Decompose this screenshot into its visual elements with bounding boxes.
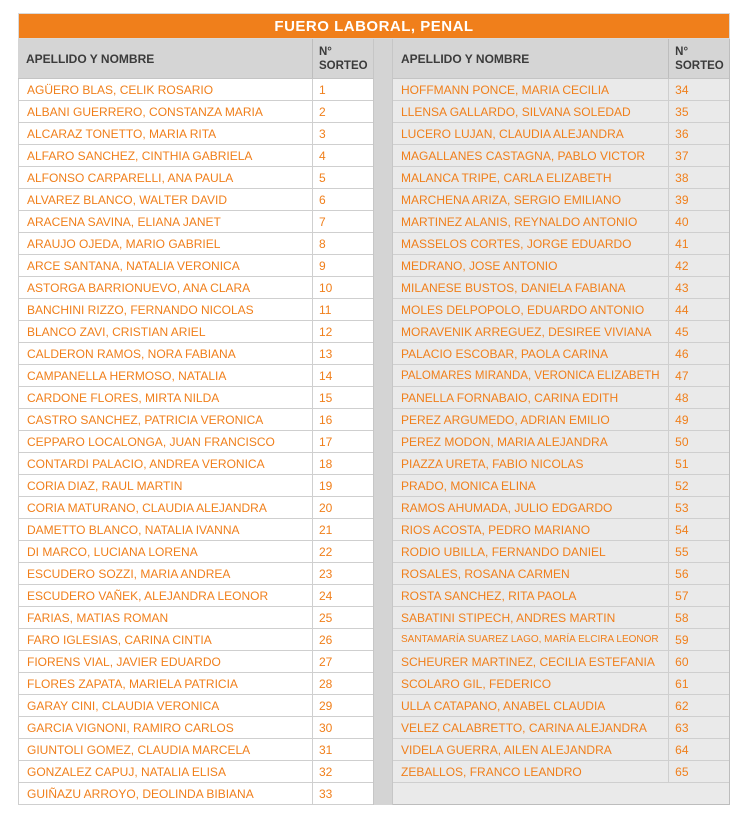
draw-number: 39 <box>668 189 729 210</box>
person-name: ROSALES, ROSANA CARMEN <box>401 566 570 581</box>
person-name: DAMETTO BLANCO, NATALIA IVANNA <box>27 522 240 537</box>
table-row <box>18 607 373 629</box>
draw-number: 58 <box>668 607 729 628</box>
table-row <box>18 255 373 277</box>
header-number-line2: SORTEO <box>675 59 724 72</box>
table-row <box>18 145 373 167</box>
person-name: VIDELA GUERRA, AILEN ALEJANDRA <box>401 742 612 757</box>
draw-number: 62 <box>668 695 729 716</box>
table-row <box>18 365 373 387</box>
draw-number: 11 <box>312 299 373 320</box>
person-name: HOFFMANN PONCE, MARIA CECILIA <box>401 82 610 97</box>
draw-number: 59 <box>668 629 729 650</box>
person-name: CONTARDI PALACIO, ANDREA VERONICA <box>27 456 265 471</box>
table-row <box>18 475 373 497</box>
table-row <box>393 299 729 321</box>
right-rows <box>393 79 729 783</box>
person-name: PEREZ ARGUMEDO, ADRIAN EMILIO <box>401 412 610 427</box>
draw-number: 24 <box>312 585 373 606</box>
right-column <box>393 39 730 805</box>
draw-number: 13 <box>312 343 373 364</box>
draw-number: 18 <box>312 453 373 474</box>
person-name: FLORES ZAPATA, MARIELA PATRICIA <box>27 676 238 691</box>
draw-number: 14 <box>312 365 373 386</box>
draw-number: 5 <box>312 167 373 188</box>
header-name: APELLIDO Y NOMBRE <box>401 51 530 66</box>
table-row <box>18 211 373 233</box>
table-row <box>18 167 373 189</box>
person-name: ULLA CATAPANO, ANABEL CLAUDIA <box>401 698 606 713</box>
person-name: AGÜERO BLAS, CELIK ROSARIO <box>27 82 214 97</box>
table-row <box>18 651 373 673</box>
draw-number: 47 <box>668 365 729 386</box>
header-number <box>312 39 373 78</box>
table-row <box>393 167 729 189</box>
draw-number: 12 <box>312 321 373 342</box>
person-name: ASTORGA BARRIONUEVO, ANA CLARA <box>27 280 251 295</box>
person-name: ALFONSO CARPARELLI, ANA PAULA <box>27 170 234 185</box>
right-header <box>393 39 729 79</box>
person-name: CASTRO SANCHEZ, PATRICIA VERONICA <box>27 412 264 427</box>
table-row <box>393 189 729 211</box>
draw-number: 4 <box>312 145 373 166</box>
draw-number: 33 <box>312 783 373 804</box>
person-name: FIORENS VIAL, JAVIER EDUARDO <box>27 654 221 669</box>
table-row <box>393 717 729 739</box>
draw-number: 3 <box>312 123 373 144</box>
header-number-line1: N° <box>675 45 689 58</box>
person-name: CORIA DIAZ, RAUL MARTIN <box>27 478 183 493</box>
draw-number: 19 <box>312 475 373 496</box>
table-row <box>18 343 373 365</box>
header-number-line1: N° <box>319 45 332 58</box>
draw-number: 64 <box>668 739 729 760</box>
table-row <box>18 717 373 739</box>
draw-number: 36 <box>668 123 729 144</box>
table-row <box>18 695 373 717</box>
person-name: FARO IGLESIAS, CARINA CINTIA <box>27 632 212 647</box>
person-name: FARIAS, MATIAS ROMAN <box>27 610 169 625</box>
draw-number: 29 <box>312 695 373 716</box>
table-row <box>18 189 373 211</box>
draw-number: 48 <box>668 387 729 408</box>
draw-number: 49 <box>668 409 729 430</box>
table-row <box>393 321 729 343</box>
person-name: GARAY CINI, CLAUDIA VERONICA <box>27 698 220 713</box>
column-separator <box>373 39 393 805</box>
table-row <box>18 277 373 299</box>
person-name: MALANCA TRIPE, CARLA ELIZABETH <box>401 170 612 185</box>
person-name: PALACIO ESCOBAR, PAOLA CARINA <box>401 346 608 361</box>
draw-number: 50 <box>668 431 729 452</box>
table-row <box>18 739 373 761</box>
table-row <box>393 79 729 101</box>
draw-number: 45 <box>668 321 729 342</box>
person-name: MAGALLANES CASTAGNA, PABLO VICTOR <box>401 148 646 163</box>
draw-number: 27 <box>312 651 373 672</box>
table-row <box>18 299 373 321</box>
table-row <box>393 365 729 387</box>
table-row <box>18 453 373 475</box>
person-name: MARTINEZ ALANIS, REYNALDO ANTONIO <box>401 214 638 229</box>
draw-number: 52 <box>668 475 729 496</box>
table-row <box>18 387 373 409</box>
table-row <box>393 255 729 277</box>
draw-number: 1 <box>312 79 373 100</box>
person-name: CAMPANELLA HERMOSO, NATALIA <box>27 368 227 383</box>
draw-number: 43 <box>668 277 729 298</box>
person-name: PALOMARES MIRANDA, VERONICA ELIZABETH <box>401 369 660 382</box>
draw-number: 63 <box>668 717 729 738</box>
header-number <box>668 39 729 78</box>
person-name: MILANESE BUSTOS, DANIELA FABIANA <box>401 280 626 295</box>
person-name: ALCARAZ TONETTO, MARIA RITA <box>27 126 217 141</box>
table-row <box>393 409 729 431</box>
table-row <box>393 651 729 673</box>
person-name: CEPPARO LOCALONGA, JUAN FRANCISCO <box>27 434 275 449</box>
person-name: ARCE SANTANA, NATALIA VERONICA <box>27 258 240 273</box>
table-row <box>18 519 373 541</box>
draw-number: 42 <box>668 255 729 276</box>
header-name: APELLIDO Y NOMBRE <box>26 51 155 66</box>
person-name: RODIO UBILLA, FERNANDO DANIEL <box>401 544 606 559</box>
table-row <box>393 101 729 123</box>
person-name: GONZALEZ CAPUJ, NATALIA ELISA <box>27 764 226 779</box>
draw-number: 9 <box>312 255 373 276</box>
draw-number: 15 <box>312 387 373 408</box>
table-row <box>18 431 373 453</box>
table-row <box>393 673 729 695</box>
table-row <box>18 541 373 563</box>
table-row <box>393 343 729 365</box>
draw-number: 20 <box>312 497 373 518</box>
draw-number: 23 <box>312 563 373 584</box>
person-name: MOLES DELPOPOLO, EDUARDO ANTONIO <box>401 302 645 317</box>
person-name: PRADO, MONICA ELINA <box>401 478 536 493</box>
table-row <box>18 79 373 101</box>
table-row <box>393 519 729 541</box>
draw-number: 22 <box>312 541 373 562</box>
person-name: LUCERO LUJAN, CLAUDIA ALEJANDRA <box>401 126 624 141</box>
table-row <box>18 321 373 343</box>
draw-number: 16 <box>312 409 373 430</box>
person-name: GARCIA VIGNONI, RAMIRO CARLOS <box>27 720 234 735</box>
table-row <box>18 409 373 431</box>
table-row <box>393 761 729 783</box>
table-row <box>18 497 373 519</box>
draw-number: 53 <box>668 497 729 518</box>
person-name: BLANCO ZAVI, CRISTIAN ARIEL <box>27 324 206 339</box>
person-name: VELEZ CALABRETTO, CARINA ALEJANDRA <box>401 720 647 735</box>
table-row <box>393 453 729 475</box>
table-row <box>393 585 729 607</box>
table-row <box>393 475 729 497</box>
person-name: MEDRANO, JOSE ANTONIO <box>401 258 558 273</box>
person-name: ALBANI GUERRERO, CONSTANZA MARIA <box>27 104 263 119</box>
person-name: MORAVENIK ARREGUEZ, DESIREE VIVIANA <box>401 324 652 339</box>
person-name: ARACENA SAVINA, ELIANA JANET <box>27 214 221 229</box>
draw-number: 40 <box>668 211 729 232</box>
table-row <box>18 761 373 783</box>
table-row <box>393 563 729 585</box>
person-name: PEREZ MODON, MARIA ALEJANDRA <box>401 434 608 449</box>
draw-number: 65 <box>668 761 729 782</box>
person-name: RIOS ACOSTA, PEDRO MARIANO <box>401 522 591 537</box>
draw-number: 60 <box>668 651 729 672</box>
table-row <box>393 123 729 145</box>
table-row <box>393 387 729 409</box>
draw-number: 28 <box>312 673 373 694</box>
table-row <box>18 101 373 123</box>
table-row <box>393 145 729 167</box>
header-number-line2: SORTEO <box>319 59 368 72</box>
person-name: SCOLARO GIL, FEDERICO <box>401 676 552 691</box>
draw-number: 57 <box>668 585 729 606</box>
person-name: CALDERON RAMOS, NORA FABIANA <box>27 346 236 361</box>
person-name: ROSTA SANCHEZ, RITA PAOLA <box>401 588 577 603</box>
right-filler <box>393 783 729 805</box>
person-name: ZEBALLOS, FRANCO LEANDRO <box>401 764 582 779</box>
person-name: ALVAREZ BLANCO, WALTER DAVID <box>27 192 228 207</box>
draw-number: 17 <box>312 431 373 452</box>
person-name: GUIÑAZU ARROYO, DEOLINDA BIBIANA <box>27 786 254 801</box>
table-row <box>18 123 373 145</box>
draw-number: 37 <box>668 145 729 166</box>
draw-number: 21 <box>312 519 373 540</box>
person-name: SABATINI STIPECH, ANDRES MARTIN <box>401 610 616 625</box>
draw-number: 35 <box>668 101 729 122</box>
person-name: LLENSA GALLARDO, SILVANA SOLEDAD <box>401 104 631 119</box>
draw-number: 51 <box>668 453 729 474</box>
draw-number: 6 <box>312 189 373 210</box>
person-name: RAMOS AHUMADA, JULIO EDGARDO <box>401 500 613 515</box>
draw-number: 44 <box>668 299 729 320</box>
draw-number: 54 <box>668 519 729 540</box>
draw-number: 25 <box>312 607 373 628</box>
table-row <box>393 541 729 563</box>
table-row <box>393 607 729 629</box>
left-rows <box>18 79 373 805</box>
draw-number: 26 <box>312 629 373 650</box>
table-row <box>18 563 373 585</box>
draw-number: 10 <box>312 277 373 298</box>
draw-number: 30 <box>312 717 373 738</box>
person-name: DI MARCO, LUCIANA LORENA <box>27 544 198 559</box>
person-name: PIAZZA URETA, FABIO NICOLAS <box>401 456 584 471</box>
draw-number: 7 <box>312 211 373 232</box>
table-row <box>393 233 729 255</box>
draw-number: 41 <box>668 233 729 254</box>
person-name: ESCUDERO VAÑEK, ALEJANDRA LEONOR <box>27 588 269 603</box>
table-row <box>18 585 373 607</box>
table-row <box>393 739 729 761</box>
draw-table <box>18 13 730 805</box>
person-name: CARDONE FLORES, MIRTA NILDA <box>27 390 220 405</box>
table-row <box>18 629 373 651</box>
person-name: ESCUDERO SOZZI, MARIA ANDREA <box>27 566 231 581</box>
draw-number: 32 <box>312 761 373 782</box>
left-column <box>18 39 373 805</box>
table-row <box>18 673 373 695</box>
draw-number: 8 <box>312 233 373 254</box>
person-name: BANCHINI RIZZO, FERNANDO NICOLAS <box>27 302 254 317</box>
person-name: SANTAMARÍA SUAREZ LAGO, MARÍA ELCIRA LEONOR <box>401 634 659 645</box>
left-header <box>18 39 373 79</box>
table-row <box>393 497 729 519</box>
draw-number: 56 <box>668 563 729 584</box>
table-row <box>18 233 373 255</box>
draw-number: 31 <box>312 739 373 760</box>
table-row <box>393 629 729 651</box>
draw-number: 38 <box>668 167 729 188</box>
table-title: FUERO LABORAL, PENAL <box>18 13 730 39</box>
draw-number: 55 <box>668 541 729 562</box>
person-name: SCHEURER MARTINEZ, CECILIA ESTEFANIA <box>401 654 655 669</box>
table-columns <box>18 39 730 805</box>
draw-number: 46 <box>668 343 729 364</box>
table-row <box>393 695 729 717</box>
person-name: ARAUJO OJEDA, MARIO GABRIEL <box>27 236 221 251</box>
person-name: ALFARO SANCHEZ, CINTHIA GABRIELA <box>27 148 253 163</box>
table-row <box>393 431 729 453</box>
person-name: GIUNTOLI GOMEZ, CLAUDIA MARCELA <box>27 742 251 757</box>
draw-number: 34 <box>668 79 729 100</box>
person-name: PANELLA FORNABAIO, CARINA EDITH <box>401 390 619 405</box>
table-row <box>393 211 729 233</box>
draw-number: 61 <box>668 673 729 694</box>
person-name: MARCHENA ARIZA, SERGIO EMILIANO <box>401 192 622 207</box>
draw-number: 2 <box>312 101 373 122</box>
table-row <box>18 783 373 805</box>
person-name: CORIA MATURANO, CLAUDIA ALEJANDRA <box>27 500 267 515</box>
table-row <box>393 277 729 299</box>
person-name: MASSELOS CORTES, JORGE EDUARDO <box>401 236 632 251</box>
